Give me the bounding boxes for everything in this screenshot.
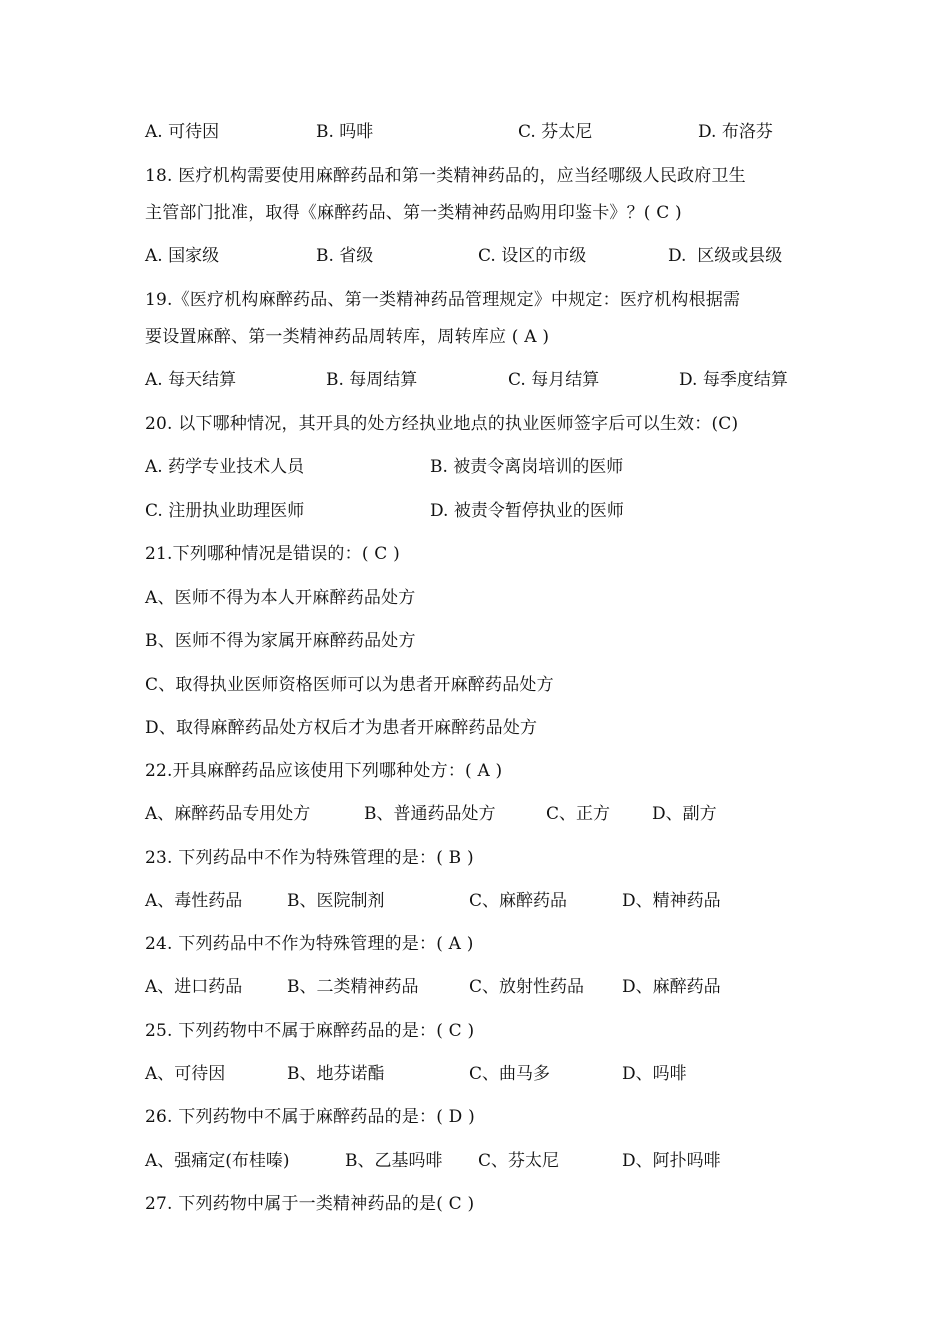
q22-option-a: A、麻醉药品专用处方 [145, 804, 311, 824]
q18-option-a: A. 国家级 [145, 246, 220, 266]
q23-option-a: A、毒性药品 [145, 891, 243, 911]
q19-option-d: D. 每季度结算 [679, 370, 788, 390]
q17-option-c: C. 芬太尼 [518, 122, 593, 142]
q21-option-d: D、取得麻醉药品处方权后才为患者开麻醉药品处方 [145, 718, 538, 738]
q18-option-c: C. 设区的市级 [478, 246, 587, 266]
q19-option-a: A. 每天结算 [145, 370, 237, 390]
q25-option-b: B、地芬诺酯 [287, 1064, 385, 1084]
q25-question-line1: 25. 下列药物中不属于麻醉药品的是：( C ) [145, 1021, 475, 1041]
q19-question-line2: 要设置麻醉、第一类精神药品周转库，周转库应 ( A ) [145, 327, 550, 347]
q26-option-c: C、芬太尼 [478, 1151, 560, 1171]
q23-question-line1: 23. 下列药品中不作为特殊管理的是：( B ) [145, 848, 474, 868]
q17-option-b: B. 吗啡 [316, 122, 374, 142]
q22-question-line1: 22.开具麻醉药品应该使用下列哪种处方：( A ) [145, 761, 503, 781]
q19-option-b: B. 每周结算 [326, 370, 418, 390]
q23-option-b: B、医院制剂 [287, 891, 385, 911]
q20-option-d: D. 被责令暂停执业的医师 [430, 501, 624, 521]
q26-option-d: D、阿扑吗啡 [622, 1151, 721, 1171]
q19-question-line1: 19.《医疗机构麻醉药品、第一类精神药品管理规定》中规定：医疗机构根据需 [145, 290, 741, 310]
q22-option-b: B、普通药品处方 [364, 804, 496, 824]
q21-option-a: A、医师不得为本人开麻醉药品处方 [145, 588, 416, 608]
q25-option-d: D、吗啡 [622, 1064, 687, 1084]
q19-option-c: C. 每月结算 [508, 370, 600, 390]
q23-option-d: D、精神药品 [622, 891, 721, 911]
q24-option-d: D、麻醉药品 [622, 977, 721, 997]
q25-option-a: A、可待因 [145, 1064, 226, 1084]
q18-option-d: D. 区级或县级 [668, 246, 783, 266]
q24-option-b: B、二类精神药品 [287, 977, 419, 997]
q22-option-d: D、副方 [652, 804, 717, 824]
q25-option-c: C、曲马多 [469, 1064, 551, 1084]
q21-option-b: B、医师不得为家属开麻醉药品处方 [145, 631, 416, 651]
q20-question-line1: 20. 以下哪种情况，其开具的处方经执业地点的执业医师签字后可以生效：(C) [145, 414, 739, 434]
q18-question-line1: 18. 医疗机构需要使用麻醉药品和第一类精神药品的，应当经哪级人民政府卫生 [145, 166, 746, 186]
q20-option-b: B. 被责令离岗培训的医师 [430, 457, 624, 477]
q21-option-c: C、取得执业医师资格医师可以为患者开麻醉药品处方 [145, 675, 554, 695]
q18-question-line2: 主管部门批准，取得《麻醉药品、第一类精神药品购用印鉴卡》？( C ) [145, 203, 682, 223]
q26-question-line1: 26. 下列药物中不属于麻醉药品的是：( D ) [145, 1107, 475, 1127]
q26-option-a: A、强痛定(布桂嗪) [145, 1151, 290, 1171]
q24-option-c: C、放射性药品 [469, 977, 585, 997]
q24-question-line1: 24. 下列药品中不作为特殊管理的是：( A ) [145, 934, 474, 954]
q27-question-line1: 27. 下列药物中属于一类精神药品的是( C ) [145, 1194, 475, 1214]
q24-option-a: A、进口药品 [145, 977, 243, 997]
q26-option-b: B、乙基吗啡 [345, 1151, 443, 1171]
q23-option-c: C、麻醉药品 [469, 891, 568, 911]
q20-option-c: C. 注册执业助理医师 [145, 501, 305, 521]
q17-option-a: A. 可待因 [145, 122, 220, 142]
q17-option-d: D. 布洛芬 [698, 122, 773, 142]
q22-option-c: C、正方 [546, 804, 611, 824]
q18-option-b: B. 省级 [316, 246, 374, 266]
q21-question-line1: 21.下列哪种情况是错误的：( C ) [145, 544, 400, 564]
q20-option-a: A. 药学专业技术人员 [145, 457, 305, 477]
